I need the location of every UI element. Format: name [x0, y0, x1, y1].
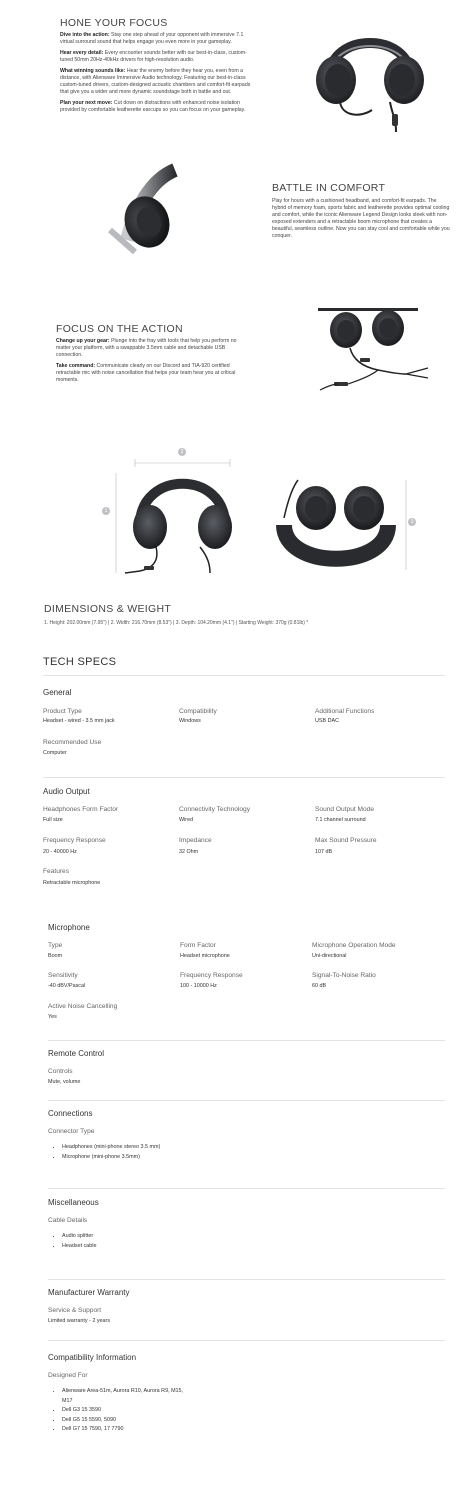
product-type-label: Product Type: [43, 708, 82, 715]
mic-sensitivity-label: Sensitivity: [48, 972, 78, 979]
divider: [48, 1040, 445, 1041]
tech-specs-title: TECH SPECS: [43, 656, 117, 668]
list-item: • Dell G5 15 5590, 5090: [62, 1416, 186, 1426]
product-type-value: Headset - wired - 3.5 mm jack: [43, 718, 115, 724]
battle-title: BATTLE IN COMFORT: [272, 182, 386, 194]
dimension-front-diagram: [100, 445, 240, 580]
miscellaneous-title: Miscellaneous: [48, 1198, 99, 1207]
service-support-label: Service & Support: [48, 1307, 102, 1314]
controls-label: Controls: [48, 1068, 73, 1075]
divider: [48, 1340, 445, 1341]
cable-details-list: [48, 1232, 248, 1251]
list-item: • Dell G3 15 3590: [62, 1406, 186, 1416]
focus-paragraph: Change up your gear: Plunge into the fray with tools that help you perform no matter your platform, with a swappable 3.5mm cable and detachable USB connection.: [56, 338, 237, 358]
battle-text: Play for hours with a cushioned headband, and comfort-fit earpads. The hybrid of memory foam, sports fabric and leatherette provides optimal cooling and comfort, while the iconic Alienware Legend Design looks sleek with non-exposed extenders and a retractable boom microphone that creates a beautiful, seamless outline. Now you can stay cool and comfortable while you conquer.: [272, 198, 450, 239]
additional-functions-value: USB DAC: [315, 718, 339, 724]
mic-frequency-response-value: 100 - 10000 Hz: [180, 983, 217, 989]
list-item: • Microphone (mini-phone 3.5mm): [62, 1153, 248, 1163]
recommended-use-value: Computer: [43, 750, 67, 756]
mic-type-label: Type: [48, 942, 63, 949]
mic-form-factor-value: Headset microphone: [180, 953, 230, 959]
connectivity-technology-value: Wired: [179, 817, 194, 823]
dimension-callout-1: 1: [102, 507, 110, 515]
controls-value: Mute, volume: [48, 1079, 81, 1085]
service-support-value: Limited warranty - 2 years: [48, 1318, 111, 1324]
connector-type-label: Connector Type: [48, 1128, 95, 1135]
warranty-title: Manufacturer Warranty: [48, 1288, 130, 1297]
divider: [43, 777, 445, 778]
mic-form-factor-label: Form Factor: [180, 942, 216, 949]
compatibility-value: Windows: [179, 718, 201, 724]
list-item: • Audio splitter: [62, 1232, 248, 1242]
divider: [48, 1279, 445, 1280]
frequency-response-value: 20 - 40000 Hz: [43, 849, 77, 855]
compatibility-label: Compatibility: [179, 708, 217, 715]
mic-sensitivity-value: -40 dBV/Pascal: [48, 983, 86, 989]
focus-text: [56, 338, 248, 384]
mic-type-value: Boom: [48, 953, 63, 959]
dimensions-title: DIMENSIONS & WEIGHT: [44, 603, 172, 615]
list-item: • Headset cable: [62, 1242, 248, 1252]
mic-frequency-response-label: Frequency Response: [180, 972, 243, 979]
compatibility-info-title: Compatibility Information: [48, 1353, 137, 1362]
divider: [48, 1188, 445, 1189]
audio-output-title: Audio Output: [43, 787, 90, 796]
hone-paragraph: Hear every detail: Every encounter sounds better with our best-in-class, custom-tuned 50mm 20Hz-40kHz drivers for high-resolution audio.: [60, 50, 247, 63]
headset-front-image: [300, 14, 440, 134]
designed-for-label: Designed For: [48, 1372, 88, 1379]
headset-side-image: [105, 160, 195, 260]
features-label: Features: [43, 868, 70, 875]
mic-operation-mode-value: Uni-directional: [312, 953, 347, 959]
recommended-use-label: Recommended Use: [43, 739, 102, 746]
headphones-form-factor-label: Headphones Form Factor: [43, 806, 119, 813]
focus-paragraph: Take command: Communicate clearly on our Discord and TIA-920 certified retractable mic with noise cancellation that helps your team hear you at critical moments.: [56, 363, 236, 383]
list-item: • Headphones (mini-phone stereo 3.5 mm): [62, 1143, 248, 1153]
cable-details-label: Cable Details: [48, 1217, 88, 1224]
mic-anc-value: Yes: [48, 1014, 57, 1020]
dimension-callout-3: 3: [408, 518, 416, 526]
sound-output-mode-label: Sound Output Mode: [315, 806, 375, 813]
mic-snr-label: Signal-To-Noise Ratio: [312, 972, 376, 979]
connector-type-list: [48, 1143, 248, 1162]
headset-cable-image: [298, 308, 438, 400]
dimension-top-diagram: [268, 470, 418, 580]
divider: [43, 675, 445, 676]
connections-title: Connections: [48, 1109, 93, 1118]
focus-title: FOCUS ON THE ACTION: [56, 323, 183, 335]
connectivity-technology-label: Connectivity Technology: [179, 806, 250, 813]
max-sound-pressure-value: 107 dB: [315, 849, 333, 855]
mic-snr-value: 60 dB: [312, 983, 327, 989]
impedance-label: Impedance: [179, 837, 212, 844]
frequency-response-label: Frequency Response: [43, 837, 106, 844]
divider: [48, 1100, 445, 1101]
remote-control-title: Remote Control: [48, 1049, 105, 1058]
hone-paragraph: What winning sounds like: Hear the enemy before they hear you, even from a distance, with Alienware Immersive Audio technology. Featuring our best-in-class custom-tuned drivers, custom-designed acoustic chambers and comfort-fit earpads that give you a wider and more dynamic soundstage both in battle and out.: [60, 68, 251, 95]
list-item: • Alienware Area-51m, Aurora R10, Aurora R9, M15, M17: [62, 1387, 186, 1406]
hone-paragraph: Plan your next move: Cut down on distractions with enhanced noise isolation provided by comfortable leatherette earcups so you can focus on your gameplay.: [60, 100, 246, 113]
max-sound-pressure-label: Max Sound Pressure: [315, 837, 377, 844]
additional-functions-label: Additional Functions: [315, 708, 375, 715]
hone-text: [60, 32, 252, 114]
sound-output-mode-value: 7.1 channel surround: [315, 817, 366, 823]
designed-for-list: [48, 1387, 186, 1435]
hone-title: HONE YOUR FOCUS: [60, 17, 168, 29]
impedance-value: 32 Ohm: [179, 849, 199, 855]
hone-paragraph: Dive into the action: Stay one step ahead of your opponent with immersive 7.1 virtual surround sound that helps engage you even more in your gameplay.: [60, 32, 244, 45]
mic-operation-mode-label: Microphone Operation Mode: [312, 942, 396, 949]
headphones-form-factor-value: Full size: [43, 817, 63, 823]
dimensions-text: 1. Height: 202.00mm (7.95") | 2. Width: 216.70mm (8.53") | 3. Depth: 104.20mm (4.1") | Starting Weight: 370g (0.81lb) *: [44, 620, 309, 626]
list-item: • Dell G7 15 7590, 17 7790: [62, 1425, 186, 1435]
features-value: Retractable microphone: [43, 880, 101, 886]
mic-anc-label: Active Noise Cancelling: [48, 1003, 118, 1010]
microphone-title: Microphone: [48, 923, 90, 932]
general-title: General: [43, 688, 72, 697]
dimension-callout-2: 2: [178, 448, 186, 456]
